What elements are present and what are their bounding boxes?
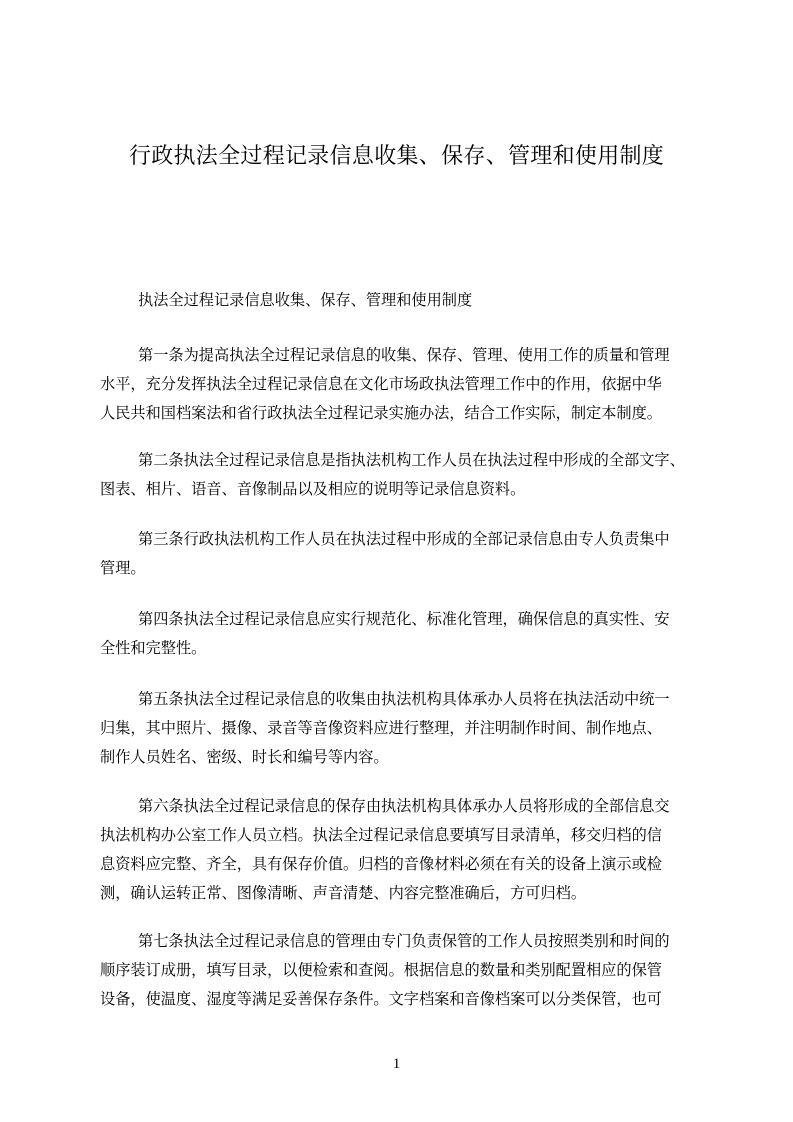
paragraph-line: 管理。 — [100, 559, 146, 577]
paragraph-line: 水平，充分发挥执法全过程记录信息在文化市场政执法管理工作中的作用，依据中华 — [100, 375, 662, 393]
paragraph-line: 制作人员姓名、密级、时长和编号等内容。 — [100, 748, 389, 766]
article-4-paragraph — [100, 605, 710, 663]
paragraph-line: 第五条执法全过程记录信息的收集由执法机构具体承办人员将在执法活动中统一 — [138, 690, 670, 708]
paragraph-line: 人民共和国档案法和省行政执法全过程记录实施办法，结合工作实际，制定本制度。 — [100, 404, 662, 422]
paragraph-line: 执法机构办公室工作人员立档。执法全过程记录信息要填写目录清单，移交归档的信 — [100, 826, 662, 844]
paragraph-line: 第四条执法全过程记录信息应实行规范化、标准化管理，确保信息的真实性、安 — [138, 610, 670, 628]
article-2-paragraph — [100, 446, 710, 504]
paragraph-line: 第三条行政执法机构工作人员在执法过程中形成的全部记录信息由专人负责集中 — [138, 530, 670, 548]
paragraph-line: 息资料应完整、齐全，具有保存价值。归档的音像材料必须在有关的设备上演示或检 — [100, 855, 662, 873]
paragraph-line: 图表、相片、语音、音像制品以及相应的说明等记录信息资料。 — [100, 480, 526, 498]
paragraph-line: 归集，其中照片、摄像、录音等音像资料应进行整理，并注明制作时间、制作地点、 — [100, 719, 662, 737]
paragraph-line: 第一条为提高执法全过程记录信息的收集、保存、管理、使用工作的质量和管理 — [138, 346, 670, 364]
paragraph-line: 顺序装订成册，填写目录，以便检索和查阅。根据信息的数量和类别配置相应的保管 — [100, 961, 662, 979]
page-number: 1 — [392, 1056, 401, 1072]
document-subtitle: 执法全过程记录信息收集、保存、管理和使用制度 — [138, 291, 473, 309]
paragraph-line: 第二条执法全过程记录信息是指执法机构工作人员在执法过程中形成的全部文字、 — [138, 451, 685, 469]
paragraph-line: 第七条执法全过程记录信息的管理由专门负责保管的工作人员按照类别和时间的 — [138, 932, 670, 950]
article-5-paragraph — [100, 685, 710, 772]
document-title: 行政执法全过程记录信息收集、保存、管理和使用制度 — [128, 144, 665, 169]
paragraph-line: 第六条执法全过程记录信息的保存由执法机构具体承办人员将形成的全部信息交 — [138, 797, 670, 815]
paragraph-line: 测，确认运转正常、图像清晰、声音清楚、内容完整准确后，方可归档。 — [100, 884, 586, 902]
paragraph-line: 设备，使温度、湿度等满足妥善保存条件。文字档案和音像档案可以分类保管，也可 — [100, 990, 662, 1008]
article-1-paragraph — [100, 341, 710, 428]
article-7-paragraph — [100, 927, 710, 1014]
paragraph-line: 全性和完整性。 — [100, 639, 207, 657]
article-3-paragraph — [100, 525, 710, 583]
article-6-paragraph — [100, 792, 710, 908]
